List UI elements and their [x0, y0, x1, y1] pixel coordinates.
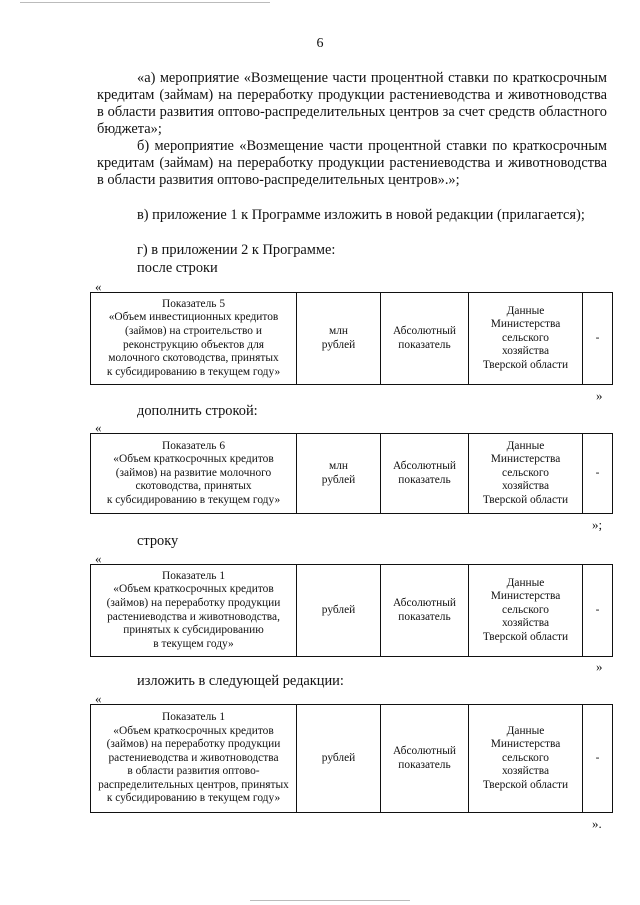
unit-cell — [297, 565, 381, 657]
cell-line: Данные — [506, 576, 545, 589]
cell-line: (займов) на строительство и — [125, 324, 262, 337]
open-quote: « — [95, 691, 102, 706]
cell-line: рублей — [321, 473, 356, 486]
close-quote: » — [596, 388, 603, 403]
table-row — [91, 565, 613, 657]
cell-line: Показатель 1 — [161, 569, 226, 582]
cell-line: к субсидированию в текущем году» — [106, 365, 281, 378]
open-quote: « — [95, 551, 102, 566]
source-cell — [469, 565, 583, 657]
cell-line: (займов) на переработку продукции — [106, 738, 281, 751]
cell-line: Тверской области — [482, 358, 569, 371]
cell-line: к субсидированию в текущем году» — [106, 493, 281, 506]
indicator-table-1 — [90, 292, 613, 385]
indicator-table-2 — [90, 433, 613, 514]
source-cell — [469, 434, 583, 514]
value-cell — [583, 565, 613, 657]
cell-line: «Объем краткосрочных кредитов — [113, 453, 274, 466]
scan-artifact-bottom — [250, 900, 410, 901]
cell-line: молочного скотоводства, принятых — [108, 352, 279, 365]
type-cell — [381, 705, 469, 813]
cell-line: Данные — [506, 724, 545, 737]
type-cell — [381, 565, 469, 657]
cell-line: Министерства — [490, 453, 561, 466]
unit-cell — [297, 705, 381, 813]
open-quote: « — [95, 420, 102, 435]
cell-value: - — [595, 466, 600, 479]
indicator-cell — [91, 565, 297, 657]
cell-line: (займов) на переработку продукции — [106, 596, 281, 609]
cell-line: сельского — [502, 603, 549, 616]
indicator-cell — [91, 293, 297, 385]
cell-line: показатель — [398, 758, 451, 771]
cell-line: «Объем инвестиционных кредитов — [108, 311, 279, 324]
cell-line: распределительных центров, принятых — [98, 778, 289, 791]
value-cell — [583, 293, 613, 385]
close-quote: ». — [592, 816, 602, 831]
cell-line: хозяйства — [501, 765, 550, 778]
cell-line: Показатель 1 — [161, 710, 226, 723]
cell-line: «Объем краткосрочных кредитов — [113, 583, 274, 596]
after-row-label: после строки — [137, 260, 218, 276]
cell-value: - — [595, 331, 600, 344]
cell-line: Министерства — [490, 738, 561, 751]
table-row — [91, 293, 613, 385]
cell-line: Тверской области — [482, 630, 569, 643]
cell-line: Абсолютный — [393, 459, 456, 472]
open-quote: « — [95, 279, 102, 294]
unit-cell — [297, 293, 381, 385]
paragraph-v: в) приложение 1 к Программе изложить в новой редакции (прилагается); — [137, 207, 585, 223]
cell-line: хозяйства — [501, 480, 550, 493]
cell-line: сельского — [502, 331, 549, 344]
cell-line: «Объем краткосрочных кредитов — [113, 724, 274, 737]
cell-line: в области развития оптово- — [127, 765, 260, 778]
cell-line: к субсидированию в текущем году» — [106, 792, 281, 805]
row-label: строку — [137, 533, 179, 549]
indicator-table-3 — [90, 564, 613, 657]
value-cell — [583, 434, 613, 514]
cell-line: хозяйства — [501, 345, 550, 358]
cell-line: показатель — [398, 338, 451, 351]
paragraph-g: г) в приложении 2 к Программе: — [137, 242, 336, 258]
cell-line: рублей — [321, 751, 356, 764]
table-row — [91, 705, 613, 813]
cell-line: показатель — [398, 610, 451, 623]
cell-line: Абсолютный — [393, 744, 456, 757]
cell-line: рублей — [321, 603, 356, 616]
close-quote: »; — [592, 517, 603, 532]
table-row — [91, 434, 613, 514]
paragraph-b: б) мероприятие «Возмещение части процентной ставки по краткосрочным кредитам (займам) на переработку продукции растениеводства и животноводства в области развития оптово-распределительных центров».»; — [97, 138, 607, 188]
scan-artifact-top — [20, 2, 270, 3]
cell-value: - — [595, 751, 600, 764]
type-cell — [381, 434, 469, 514]
cell-line: Тверской области — [482, 778, 569, 791]
unit-cell — [297, 434, 381, 514]
source-cell — [469, 293, 583, 385]
add-row-label: дополнить строкой: — [137, 403, 258, 419]
cell-line: (займов) на развитие молочного — [115, 466, 272, 479]
restate-label: изложить в следующей редакции: — [137, 673, 344, 689]
source-cell — [469, 705, 583, 813]
indicator-cell — [91, 705, 297, 813]
value-cell — [583, 705, 613, 813]
cell-line: Министерства — [490, 318, 561, 331]
close-quote: » — [596, 659, 603, 674]
type-cell — [381, 293, 469, 385]
cell-line: показатель — [398, 473, 451, 486]
cell-line: млн — [329, 324, 348, 337]
cell-value: - — [595, 603, 600, 616]
page-number: 6 — [316, 36, 324, 51]
cell-line: растениеводства и животноводства — [108, 751, 279, 764]
cell-line: растениеводства и животноводства, — [107, 610, 280, 623]
cell-line: Абсолютный — [393, 324, 456, 337]
paragraph-a: «а) мероприятие «Возмещение части процентной ставки по краткосрочным кредитам (займам) на переработку продукции растениеводства и животноводства в области развития оптово-распределительных центров за счет средств областного бюджета»; — [97, 70, 607, 137]
indicator-table-4 — [90, 704, 613, 813]
cell-line: Показатель 6 — [161, 439, 226, 452]
indicator-cell — [91, 434, 297, 514]
cell-line: принятых к субсидированию — [123, 624, 264, 637]
cell-line: Данные — [506, 304, 545, 317]
cell-line: сельского — [502, 466, 549, 479]
cell-line: Министерства — [490, 590, 561, 603]
cell-line: млн — [329, 459, 348, 472]
cell-line: реконструкцию объектов для — [123, 338, 264, 351]
cell-line: Показатель 5 — [161, 297, 226, 310]
cell-line: Абсолютный — [393, 596, 456, 609]
cell-line: скотоводства, принятых — [135, 480, 252, 493]
cell-line: рублей — [321, 338, 356, 351]
cell-line: в текущем году» — [153, 637, 234, 650]
cell-line: Тверской области — [482, 493, 569, 506]
cell-line: хозяйства — [501, 617, 550, 630]
cell-line: сельского — [502, 751, 549, 764]
cell-line: Данные — [506, 439, 545, 452]
